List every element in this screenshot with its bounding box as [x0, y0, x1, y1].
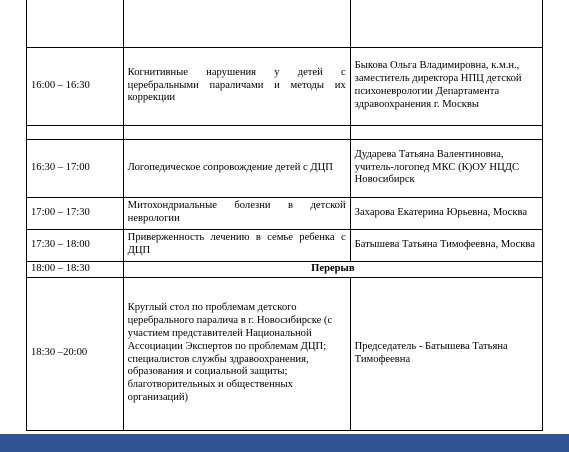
table-row [27, 229, 543, 261]
table-row [27, 125, 543, 139]
speaker-cell: Председатель - Батышева Татьяна Тимофеевна [350, 277, 542, 430]
topic-cell: Приверженность лечению в семье ребенка с ДЦП [123, 229, 350, 261]
table-row [27, 261, 543, 277]
topic-cell: Митохондриальные болезни в детской неврологии [123, 197, 350, 229]
topic-cell: Когнитивные нарушения у детей с церебральными параличами и методы их коррекции [123, 47, 350, 125]
footer-bar [0, 434, 569, 452]
topic-cell: Логопедическое сопровождение детей с ДЦП [123, 139, 350, 197]
table-row [27, 47, 543, 125]
time-cell: 16:30 – 17:00 [27, 139, 124, 197]
speaker-cell: Батышева Татьяна Тимофеевна, Москва [350, 229, 542, 261]
time-cell: 18:30 –20:00 [27, 277, 124, 430]
speaker-cell: Захарова Екатерина Юрьевна, Москва [350, 197, 542, 229]
speaker-cell: Быкова Ольга Владимировна, к.м.н., заместитель директора НПЦ детской психоневрологии Департамента здравоохранения г. Москвы [350, 47, 542, 125]
table-row [27, 0, 543, 47]
break-label: Перерыв [123, 261, 542, 277]
speaker-cell [350, 0, 542, 47]
time-cell: 17:30 – 18:00 [27, 229, 124, 261]
topic-cell [123, 125, 350, 139]
table-row [27, 197, 543, 229]
table-row [27, 277, 543, 430]
time-cell: 16:00 – 16:30 [27, 47, 124, 125]
topic-cell: Круглый стол по проблемам детского церебрального паралича в г. Новосибирске (с участием представителей Национальной Ассоциации Экспертов по проблемам ДЦП; специалистов службы здравоохранения, образования и социальной защиты; благотворительных и общественных организаций) [123, 277, 350, 430]
time-cell: 18:00 – 18:30 [27, 261, 124, 277]
time-cell [27, 0, 124, 47]
speaker-cell: Дударева Татьяна Валентиновна, учитель-логопед МКС (К)ОУ НЦДС Новосибирск [350, 139, 542, 197]
speaker-cell [350, 125, 542, 139]
schedule-table [26, 0, 543, 431]
table-row [27, 139, 543, 197]
topic-cell [123, 0, 350, 47]
time-cell: 17:00 – 17:30 [27, 197, 124, 229]
time-cell [27, 125, 124, 139]
